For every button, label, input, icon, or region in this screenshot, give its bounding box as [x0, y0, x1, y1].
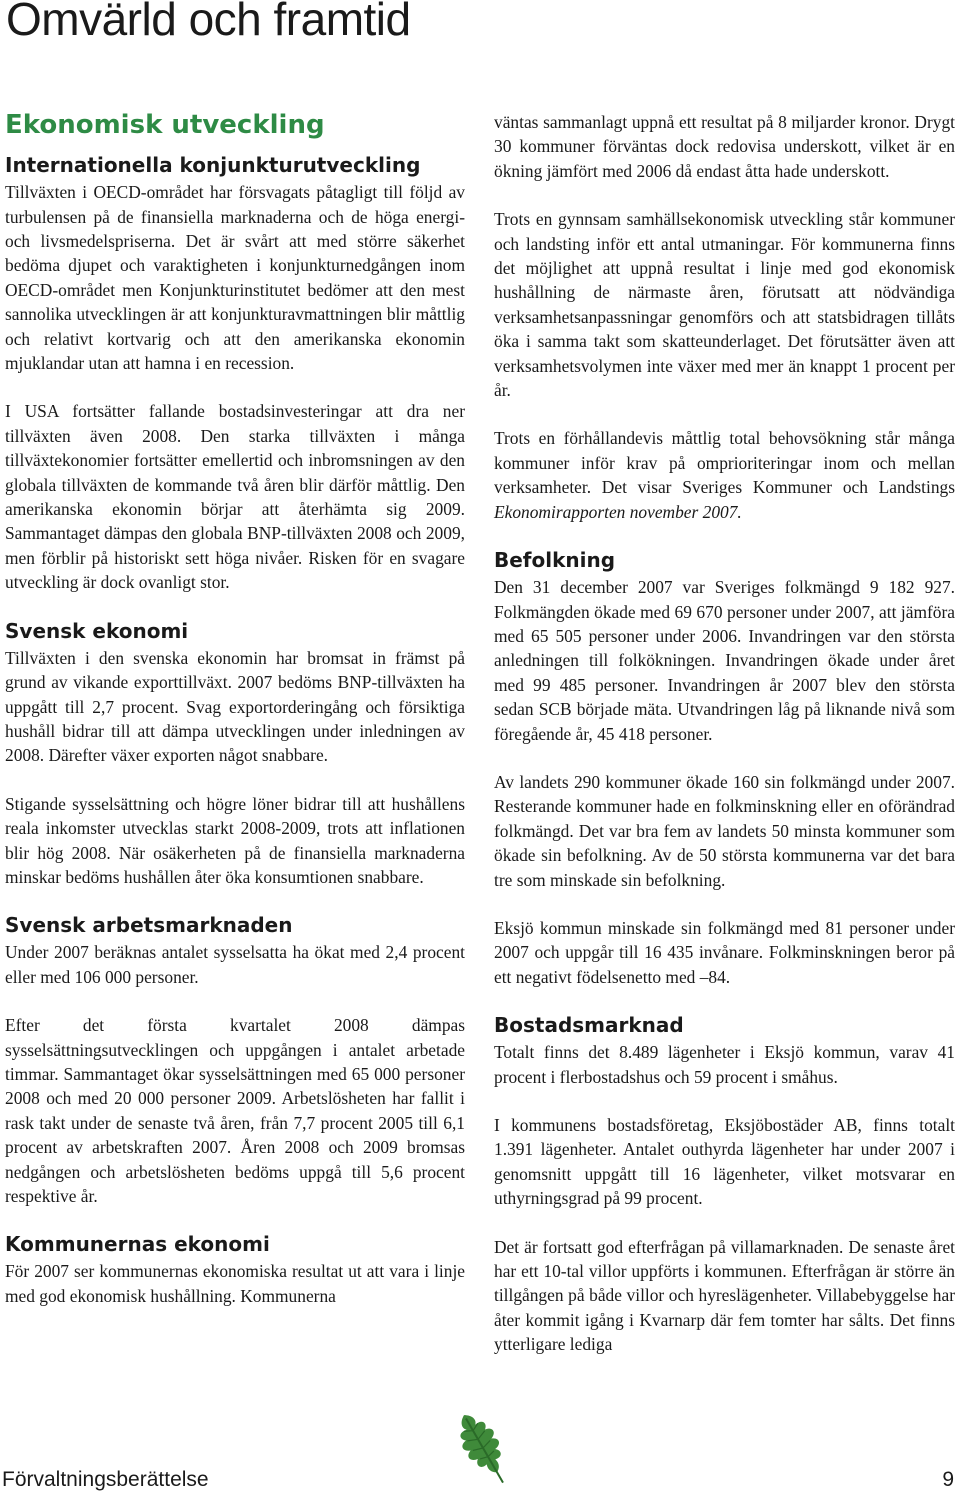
paragraph: väntas sammanlagt uppnå ett resultat på 8 miljarder kronor. Drygt 30 kommuner förväntas dock redovisa underskott, vilket är en ökning jämfört med 2006 då endast åtta hade underskott.	[494, 112, 955, 181]
page-title: Omvärld och framtid	[6, 0, 411, 45]
paragraph: I kommunens bostadsföretag, Eksjöbostäder AB, finns totalt 1.391 lägenheter. Antalet outhyrda lägenheter har under 2007 i genomsnitt uppgått till 16 lägenheter, vilket motsvarar en uthyrningsgrad på 99 procent.	[494, 1115, 955, 1209]
paragraph: Efter det första kvartalet 2008 dämpas sysselsättningsutvecklingen och uppgången i antalet arbetade timmar. Sammantaget ökar sysselsättningen med 65 000 personer 2008 och med 20 000 personer 2009. Arbetslösheten har fallit i rask takt under de senaste två åren, från 7,7 procent 2005 till 6,1 procent av arbetskraften 2007. Åren 2008 och 2009 bromsas nedgången och arbetslösheten bedöms uppgå till 5,6 procent respektive år.	[5, 1015, 465, 1206]
report-title: Ekonomirapporten november 2007.	[494, 501, 742, 522]
heading-svensk-arbetsmarknad: Svensk arbetsmarknaden	[5, 913, 293, 938]
section-title-ekonomisk-utveckling: Ekonomisk utveckling	[5, 110, 325, 140]
paragraph: Det är fortsatt god efterfrågan på villamarknaden. De senaste året har ett 10-tal villor uppförts i kommunen. Efterfrågan är större än tillgången på både villor och hyreslägenheter. Villabebyggelse har åter kommit igång i Kvarnarp där fem tomter har sålts. Det finns ytterligare lediga	[494, 1236, 955, 1355]
paragraph: I USA fortsätter fallande bostadsinvesteringar att dra ner tillväxten även 2008. Den starka tillväxten i många tillväxtekonomier fortsätter emellertid och inbromsningen av den globala tillväxten de kommande två åren blir därför måttlig. Den amerikanska ekonomin börjar att återhämta sig 2009. Sammantaget dämpas den globala BNP-tillväxten 2008 och 2009, men förblir på historiskt sett höga nivåer. Risken för en svagare utveckling är dock ovanligt stor.	[5, 401, 465, 593]
paragraph: Av landets 290 kommuner ökade 160 sin folkmängd under 2007. Resterande kommuner hade en folkminskning eller en oförändrad folkmängd. Det var bra fem av landets 50 minsta kommuner som ökade sin befolkning. Av de 50 största kommunerna var det bara tre som minskade sin befolkning.	[494, 771, 955, 890]
right-column	[494, 110, 955, 1381]
oak-leaf-icon	[448, 1404, 518, 1492]
heading-internationell-konjunktur: Internationella konjunkturutveckling	[5, 153, 421, 178]
heading-svensk-ekonomi: Svensk ekonomi	[5, 618, 189, 643]
paragraph: Under 2007 beräknas antalet sysselsatta ha ökat med 2,4 procent eller med 106 000 personer.	[5, 942, 465, 987]
heading-kommunernas-ekonomi: Kommunernas ekonomi	[5, 1232, 270, 1257]
footer-label: Förvaltningsberättelse	[2, 1468, 209, 1491]
paragraph	[494, 426, 955, 524]
paragraph: Eksjö kommun minskade sin folkmängd med 81 personer under 2007 och uppgår till 16 435 invånare. Folkminskningen beror på ett negativt födelsenetto med –84.	[494, 917, 955, 987]
paragraph: Tillväxten i den svenska ekonomin har bromsat in främst på grund av vikande exporttillväxt. 2007 bedöms BNP-tillväxten ha uppgått till 2,7 procent. Svag exportorderingång och försiktiga hushåll bidrar till att dämpa utvecklingen under inledningen av 2008. Därefter växer exporten något snabbare.	[5, 647, 465, 766]
left-column	[5, 110, 465, 1332]
heading-bostadsmarknad: Bostadsmarknad	[494, 1013, 684, 1038]
paragraph-text: Trots en förhållandevis måttlig total behovsökning står många kommuner inför krav på omprioriteringar inom och mellan verksamheter. Det visar Sveriges Kommuner och Landstings	[494, 428, 955, 498]
paragraph: Trots en gynnsam samhällsekonomisk utveckling står kommuner och landsting inför ett antal utmaningar. För kommunerna finns det möjlighet att uppnå resultat i linje med god ekonomisk hushållning de närmaste åren, förutsatt att nödvändiga verksamhetsanpassningar genomförs och att statsbidragen tillåts öka i samma takt som skatteunderlaget. Det förutsätter även att verksamhetsvolymen inte växer med mer än knappt 1 procent per år.	[494, 209, 955, 401]
paragraph: Totalt finns det 8.489 lägenheter i Eksjö kommun, varav 41 procent i flerbostadshus och 59 procent i småhus.	[494, 1042, 955, 1087]
paragraph: Stigande sysselsättning och högre löner bidrar till att hushållens reala inkomster utvecklas starkt 2008-2009, trots att inflationen blir hög 2008. När osäkerheten på de finansiella marknaderna minskar bedöms hushållen åter öka konsumtionen snabbare.	[5, 793, 465, 887]
page-number: 9	[942, 1468, 954, 1491]
paragraph: För 2007 ser kommunernas ekonomiska resultat ut att vara i linje med god ekonomisk hushållning. Kommunerna	[5, 1261, 465, 1306]
paragraph: Den 31 december 2007 var Sveriges folkmängd 9 182 927. Folkmängden ökade med 69 670 personer under 2007, att jämföra med 65 505 personer under 2006. Invandringen var den största anledningen till folkökningen. Invandringen ökade under året med 99 485 personer. Invandringen år 2007 blev den största sedan SCB började mäta. Utvandringen låg på liknande nivå som föregående år, 45 418 personer.	[494, 577, 955, 744]
heading-befolkning: Befolkning	[494, 548, 616, 573]
paragraph: Tillväxten i OECD-området har försvagats påtagligt till följd av turbulensen på de finansiella marknaderna och de höga energi- och livsmedelspriserna. Det är svårt att med större säkerhet bedöma djupet och varaktigheten i konjunkturnedgången inom OECD-området men Konjunkturinstitutet bedömer att den mest sannolika utvecklingen är att konjunkturavmattningen blir måttlig och relativt kortvarig och att den amerikanska ekonomin mjuklandar utan att hamna i en recession.	[5, 182, 465, 374]
